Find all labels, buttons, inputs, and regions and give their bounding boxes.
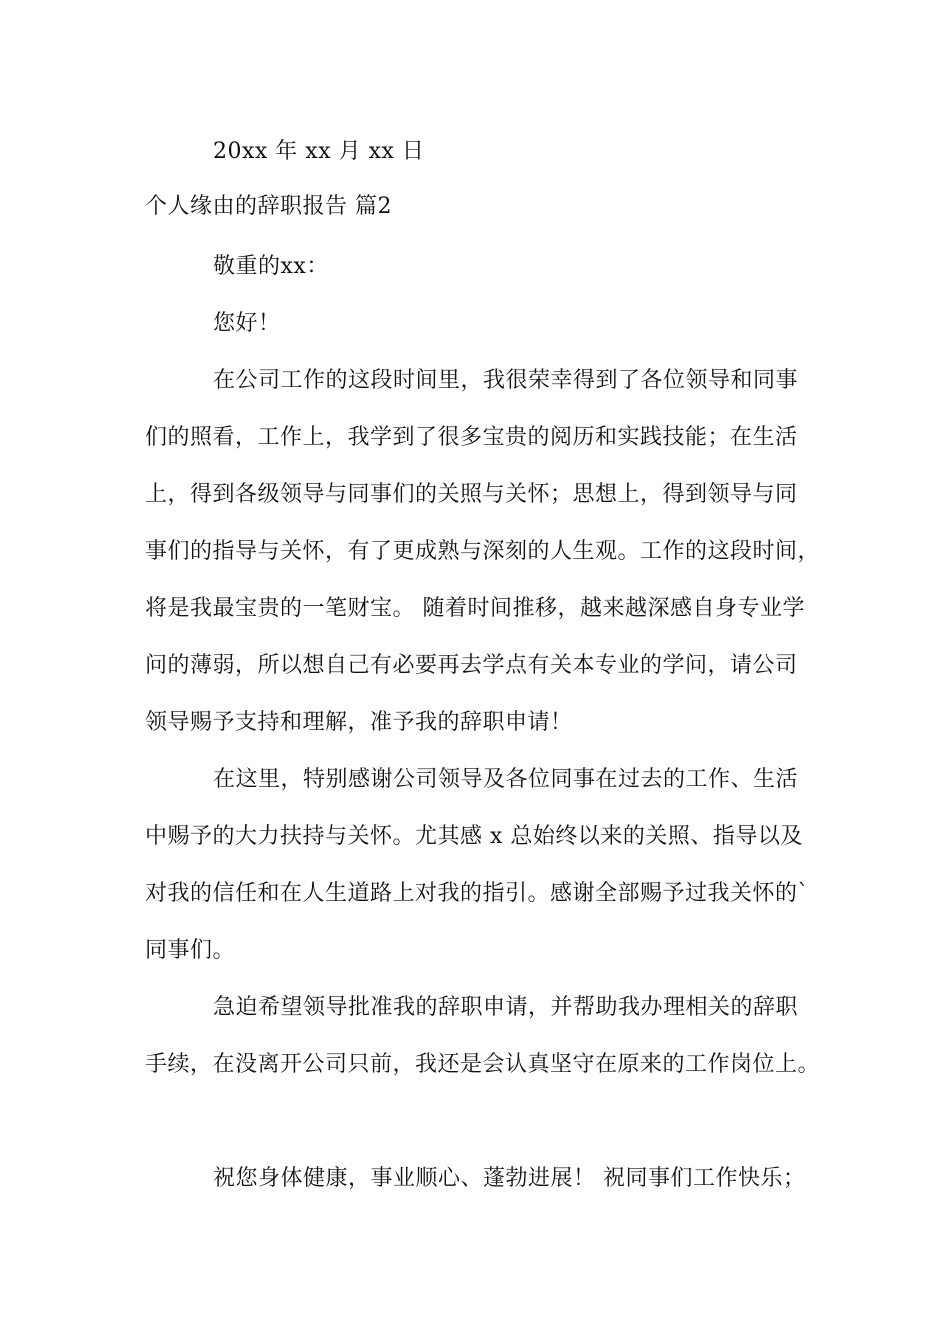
paragraph2-line: 同事们。 [145,938,236,963]
paragraph1-line: 领导赐予支持和理解，准予我的辞职申请！ [145,710,573,735]
paragraph3-line: 急迫希望领导批准我的辞职申请，并帮助我办理相关的辞职 [213,995,799,1020]
paragraph2-line: 在这里，特别感谢公司领导及各位同事在过去的工作、生活 [213,767,799,792]
date-line: 20xx 年 xx 月 xx 日 [213,139,425,164]
paragraph1-line: 问的薄弱，所以想自己有必要再去学点有关本专业的学问，请公司 [145,653,798,678]
paragraph1-line: 上，得到各级领导与同事们的关照与关怀；思想上，得到领导与同 [145,482,798,507]
paragraph1-line: 将是我最宝贵的一笔财宝。 随着时间推移，越来越深感自身专业学 [145,596,805,621]
closing-line: 祝您身体健康，事业顺心、蓬勃进展！ 祝同事们工作快乐； [213,1166,806,1191]
salutation: 敬重的xx： [213,254,329,279]
paragraph2-line: 对我的信任和在人生道路上对我的指引。感谢全部赐予过我关怀的` [145,881,810,906]
paragraph1-line: 们的照看，工作上，我学到了很多宝贵的阅历和实践技能；在生活 [145,425,798,450]
paragraph2-line: 中赐予的大力扶持与关怀。尤其感 x 总始终以来的关照、指导以及 [145,824,803,849]
paragraph1-line: 在公司工作的这段时间里，我很荣幸得到了各位领导和同事 [213,368,799,393]
paragraph1-line: 事们的指导与关怀，有了更成熟与深刻的人生观。工作的这段时间， [145,539,821,564]
greeting: 您好！ [213,311,281,336]
paragraph3-line: 手续，在没离开公司只前，我还是会认真坚守在原来的工作岗位上。 [145,1052,821,1077]
report-title: 个人缘由的辞职报告 篇2 [145,194,392,219]
